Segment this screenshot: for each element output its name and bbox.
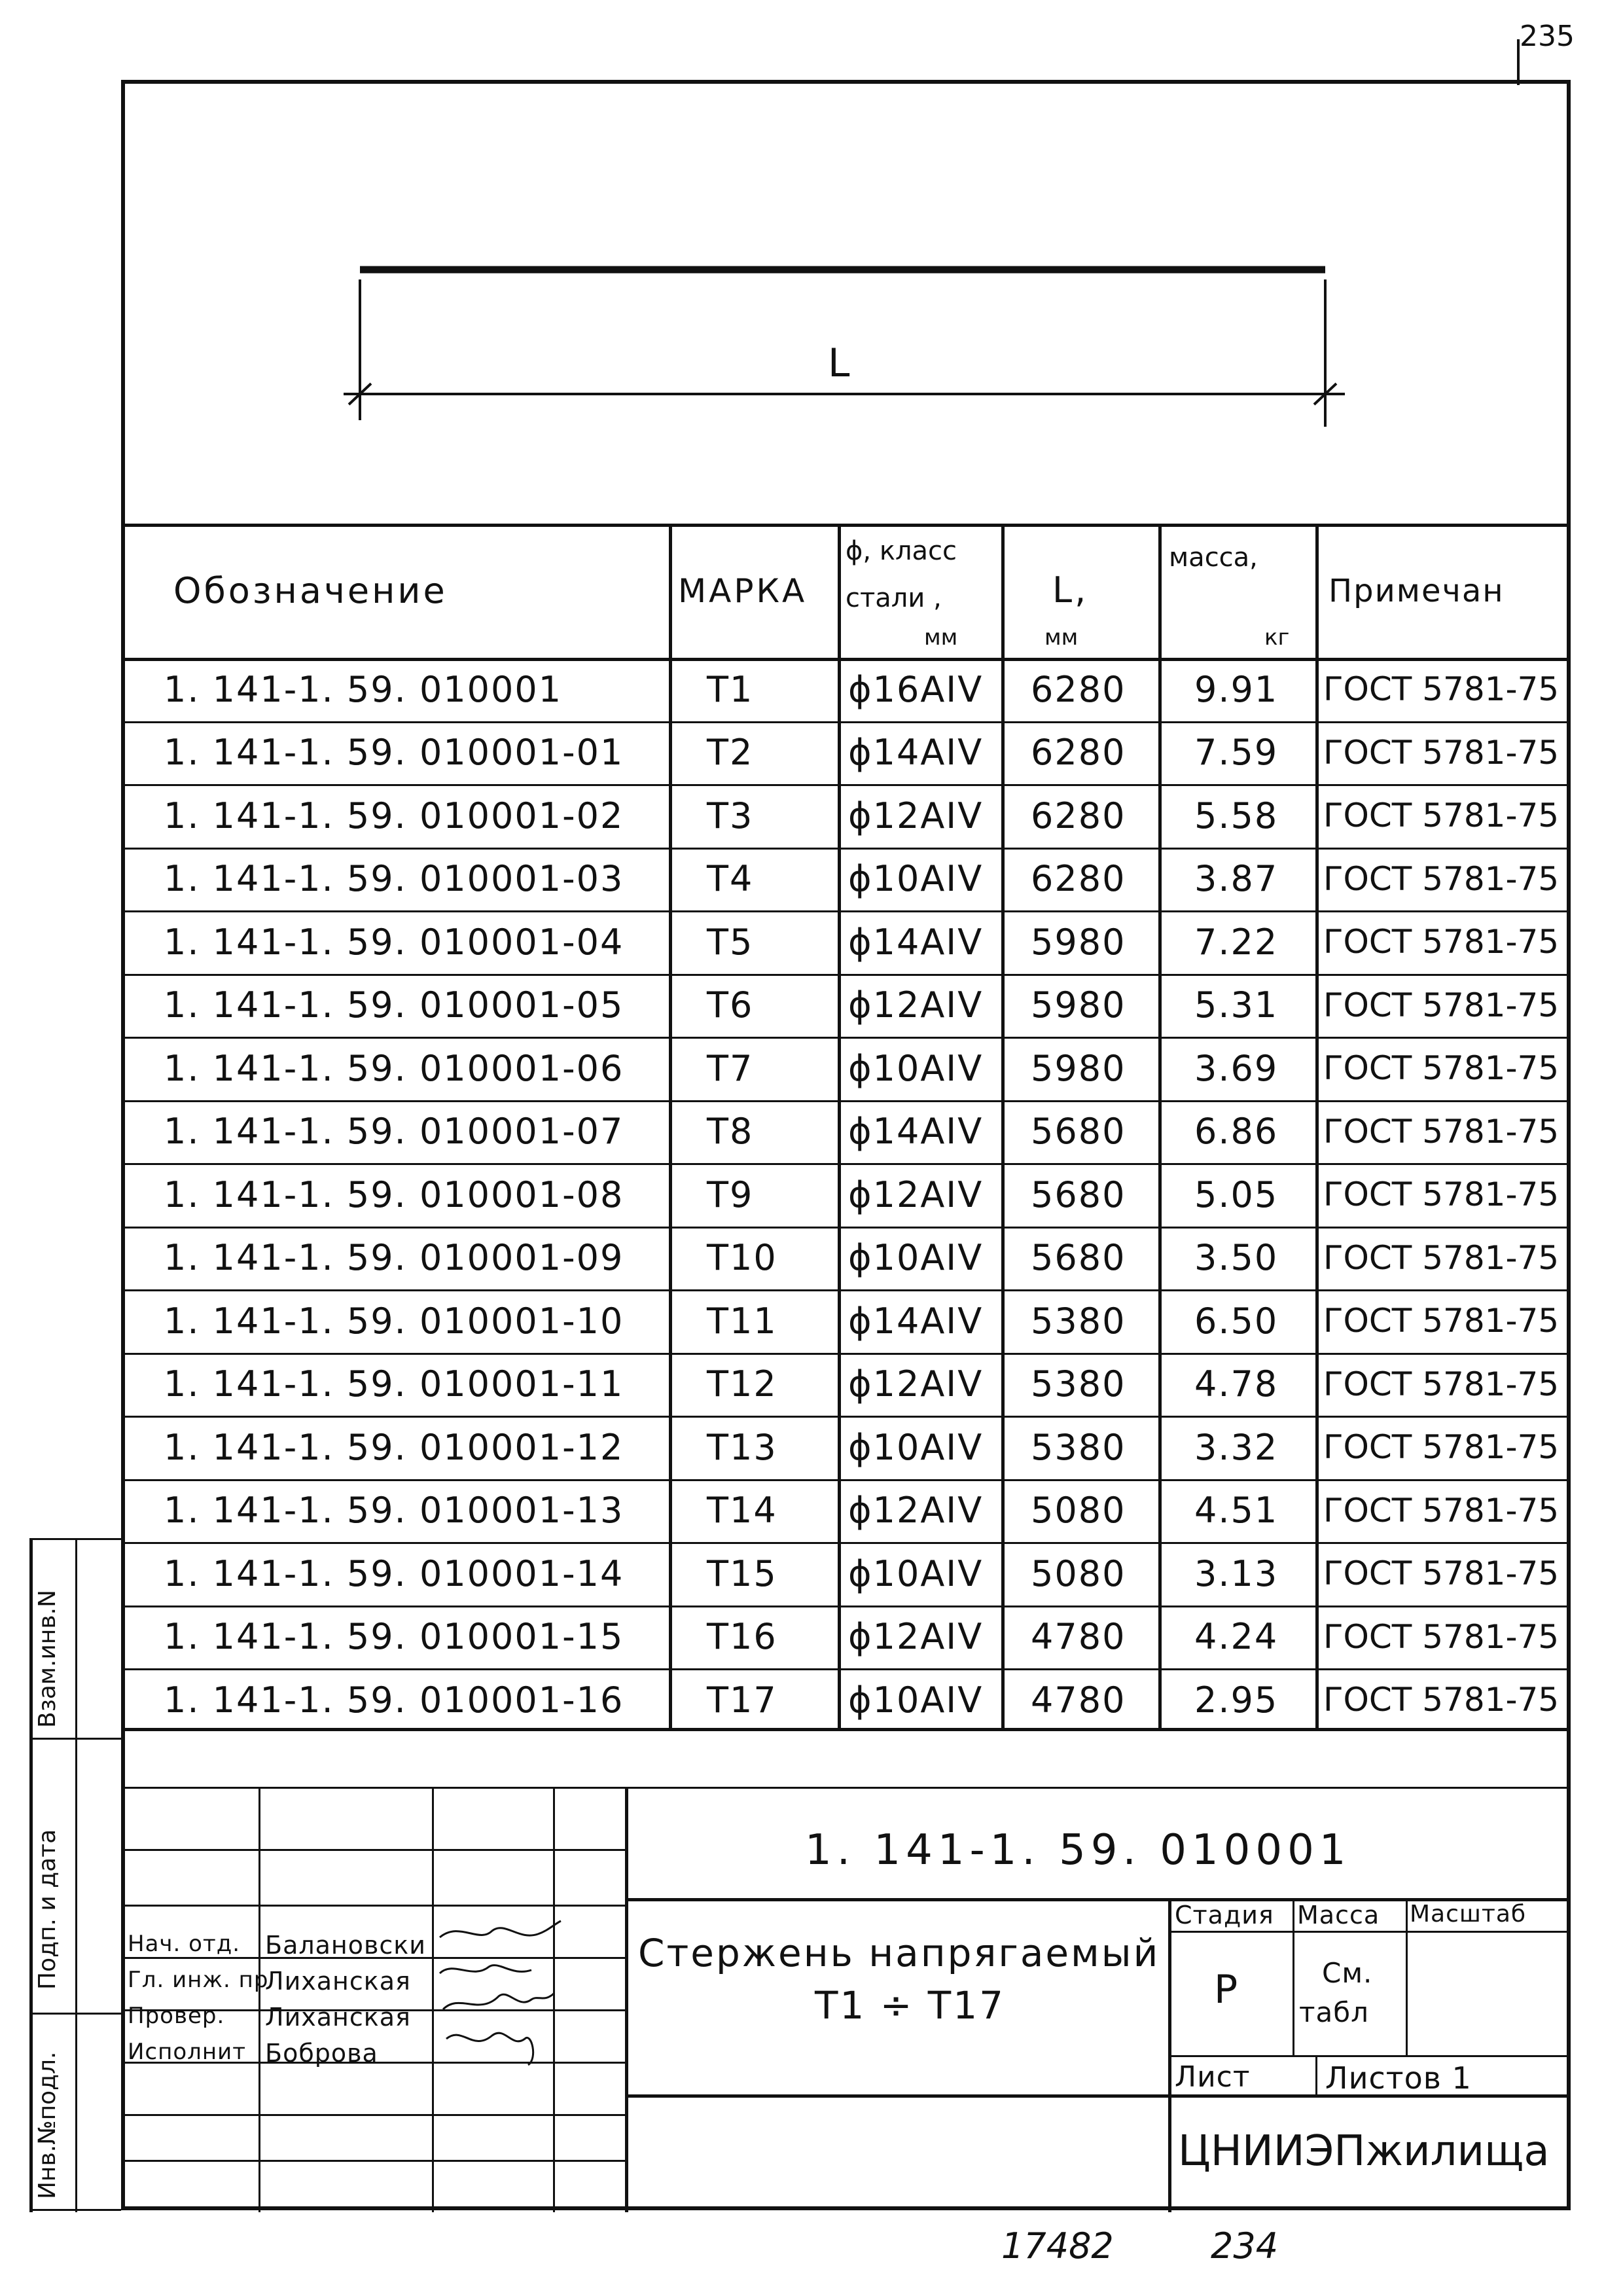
signature-name: Лиханская [265, 2003, 411, 2032]
cell-note: ГОСТ 5781-75 [1323, 733, 1560, 772]
cell-diameter: ϕ12AIV [848, 984, 984, 1026]
header-length-unit: мм [1044, 624, 1079, 651]
cell-note: ГОСТ 5781-75 [1323, 1302, 1560, 1340]
header-diameter-line2: стали , [846, 583, 942, 613]
cell-mark: Т16 [707, 1616, 777, 1658]
cell-length: 5080 [1031, 1552, 1126, 1594]
cell-mass: 4.78 [1194, 1363, 1279, 1405]
cell-mass: 7.22 [1194, 921, 1279, 963]
title-line1: Стержень напрягаемый [638, 1931, 1160, 1975]
page-number: 235 [1520, 20, 1575, 53]
sheet-label: Лист [1175, 2060, 1251, 2094]
cell-length: 5080 [1031, 1490, 1126, 1532]
cell-diameter: ϕ14AIV [848, 732, 984, 774]
side-label-inv-orig: Инв.№подл. [34, 2051, 61, 2199]
title-block-divider [625, 1787, 628, 2212]
cell-designation: 1. 141-1. 59. 010001-04 [164, 921, 624, 963]
cell-designation: 1. 141-1. 59. 010001-05 [164, 984, 624, 1026]
cell-length: 5980 [1031, 1047, 1126, 1089]
scale-label: Масштаб [1410, 1901, 1527, 1928]
cell-diameter: ϕ14AIV [848, 1300, 984, 1342]
binding-strip-bottom [29, 2209, 121, 2211]
cell-mass: 5.05 [1194, 1174, 1279, 1215]
cell-mass: 4.51 [1194, 1490, 1279, 1532]
stage-label: Стадия [1175, 1901, 1274, 1929]
mass-value-line1: См. [1322, 1957, 1373, 1989]
cell-mass: 3.13 [1194, 1552, 1279, 1594]
cell-note: ГОСТ 5781-75 [1323, 1365, 1560, 1403]
signature-squiggle [440, 1965, 531, 1973]
column-divider [669, 524, 672, 1728]
cell-mark: Т17 [707, 1679, 777, 1721]
cell-mark: Т4 [707, 858, 754, 900]
cell-mass: 5.31 [1194, 984, 1279, 1026]
cell-length: 6280 [1031, 668, 1126, 710]
cell-mass: 3.69 [1194, 1047, 1279, 1089]
bar-drawing [121, 80, 1571, 525]
cell-diameter: ϕ10AIV [848, 1047, 984, 1089]
signature-grid-line [121, 1905, 625, 1907]
cell-mark: Т12 [707, 1363, 777, 1405]
cell-diameter: ϕ14AIV [848, 1111, 984, 1153]
cell-length: 5380 [1031, 1363, 1126, 1405]
title-block-top [121, 1787, 1571, 1789]
cell-note: ГОСТ 5781-75 [1323, 1175, 1560, 1214]
cell-length: 5980 [1031, 921, 1126, 963]
signature-grid-line [121, 2114, 625, 2116]
cell-length: 6280 [1031, 795, 1126, 836]
cell-mass: 5.58 [1194, 795, 1279, 836]
cell-designation: 1. 141-1. 59. 010001-10 [164, 1300, 624, 1342]
cell-mass: 7.59 [1194, 732, 1279, 774]
organization-name: ЦНИИЭПжилища [1178, 2127, 1550, 2176]
cell-designation: 1. 141-1. 59. 010001 [164, 668, 563, 710]
cell-designation: 1. 141-1. 59. 010001-16 [164, 1679, 624, 1721]
title-line2: Т1 ÷ Т17 [815, 1983, 1006, 2028]
document-code: 1. 141-1. 59. 010001 [805, 1826, 1351, 1874]
cell-length: 4780 [1031, 1616, 1126, 1658]
cell-designation: 1. 141-1. 59. 010001-08 [164, 1174, 624, 1215]
cell-note: ГОСТ 5781-75 [1323, 1681, 1560, 1719]
cell-mass: 2.95 [1194, 1679, 1279, 1721]
column-divider [838, 524, 841, 1728]
cell-designation: 1. 141-1. 59. 010001-03 [164, 858, 624, 900]
cell-diameter: ϕ10AIV [848, 858, 984, 900]
cell-designation: 1. 141-1. 59. 010001-09 [164, 1237, 624, 1279]
cell-length: 4780 [1031, 1679, 1126, 1721]
cell-note: ГОСТ 5781-75 [1323, 986, 1560, 1024]
side-label-replace-inv: Взам.инв.N [34, 1589, 61, 1728]
signature-grid-line [121, 1849, 625, 1851]
mass-column-divider [1293, 1898, 1294, 2055]
stage-header-divider [1168, 1931, 1571, 1933]
bottom-number-right: 234 [1211, 2225, 1279, 2267]
binding-strip-divider [29, 2013, 121, 2015]
cell-diameter: ϕ12AIV [848, 1363, 984, 1405]
cell-mark: Т6 [707, 984, 754, 1026]
signature-name: Балановски [265, 1931, 426, 1960]
header-diameter-line1: ϕ, класс [846, 536, 957, 566]
cell-designation: 1. 141-1. 59. 010001-06 [164, 1047, 624, 1089]
cell-length: 5980 [1031, 984, 1126, 1026]
signature-role: Гл. инж. пр [128, 1967, 269, 1993]
signature-role: Нач. отд. [128, 1931, 241, 1957]
signature-name: Лиханская [265, 1967, 411, 1996]
cell-length: 5680 [1031, 1174, 1126, 1215]
stage-value: Р [1214, 1967, 1238, 2013]
binding-strip-divider [29, 1738, 121, 1740]
cell-designation: 1. 141-1. 59. 010001-11 [164, 1363, 624, 1405]
header-note: Примечан [1329, 572, 1505, 609]
header-designation: Обозначение [173, 570, 448, 611]
sheet-row-divider [1168, 2055, 1571, 2057]
cell-mass: 3.32 [1194, 1426, 1279, 1468]
cell-note: ГОСТ 5781-75 [1323, 859, 1560, 898]
binding-strip-inner-border [75, 1538, 77, 2212]
column-divider [1158, 524, 1162, 1728]
cell-designation: 1. 141-1. 59. 010001-07 [164, 1111, 624, 1153]
cell-note: ГОСТ 5781-75 [1323, 1617, 1560, 1656]
cell-mark: Т5 [707, 921, 754, 963]
cell-designation: 1. 141-1. 59. 010001-01 [164, 732, 624, 774]
cell-mark: Т15 [707, 1552, 777, 1594]
cell-length: 5680 [1031, 1237, 1126, 1279]
cell-note: ГОСТ 5781-75 [1323, 1112, 1560, 1151]
column-divider [1315, 524, 1319, 1728]
cell-diameter: ϕ12AIV [848, 1174, 984, 1215]
cell-designation: 1. 141-1. 59. 010001-12 [164, 1426, 624, 1468]
cell-note: ГОСТ 5781-75 [1323, 1428, 1560, 1467]
cell-note: ГОСТ 5781-75 [1323, 797, 1560, 835]
cell-mark: Т1 [707, 668, 754, 710]
header-mass: масса, [1169, 543, 1258, 573]
dimension-label: L [828, 340, 850, 386]
handwritten-signatures [433, 1918, 564, 2068]
cell-designation: 1. 141-1. 59. 010001-13 [164, 1490, 624, 1532]
signature-role: Исполнит [128, 2039, 247, 2065]
cell-mark: Т2 [707, 732, 754, 774]
cell-diameter: ϕ10AIV [848, 1552, 984, 1594]
cell-length: 5680 [1031, 1111, 1126, 1153]
cell-diameter: ϕ10AIV [848, 1679, 984, 1721]
header-mass-unit: кг [1264, 624, 1290, 651]
mass-label: Масса [1297, 1901, 1380, 1929]
cell-mass: 9.91 [1194, 668, 1279, 710]
cell-designation: 1. 141-1. 59. 010001-15 [164, 1616, 624, 1658]
cell-mark: Т14 [707, 1490, 777, 1532]
cell-mark: Т3 [707, 795, 754, 836]
cell-diameter: ϕ14AIV [848, 921, 984, 963]
cell-diameter: ϕ12AIV [848, 1616, 984, 1658]
signature-squiggle [446, 2033, 533, 2065]
cell-note: ГОСТ 5781-75 [1323, 1049, 1560, 1088]
cell-mark: Т9 [707, 1174, 754, 1215]
cell-diameter: ϕ16AIV [848, 668, 984, 710]
header-length: L, [1052, 569, 1089, 611]
cell-length: 5380 [1031, 1300, 1126, 1342]
signature-squiggle [440, 1921, 561, 1937]
cell-mass: 6.86 [1194, 1111, 1279, 1153]
header-diameter-unit: мм [924, 624, 958, 651]
cell-note: ГОСТ 5781-75 [1323, 1238, 1560, 1277]
signature-grid-line [121, 2160, 625, 2162]
signature-role: Провер. [128, 2003, 225, 2029]
cell-length: 5380 [1031, 1426, 1126, 1468]
binding-strip-top [29, 1538, 121, 1540]
sheets-label: Листов 1 [1325, 2060, 1472, 2096]
signature-squiggle [443, 1993, 554, 2009]
cell-designation: 1. 141-1. 59. 010001-14 [164, 1552, 624, 1594]
page-number-tick [1517, 39, 1520, 85]
cell-designation: 1. 141-1. 59. 010001-02 [164, 795, 624, 836]
cell-mark: Т13 [707, 1426, 777, 1468]
cell-note: ГОСТ 5781-75 [1323, 923, 1560, 961]
cell-mark: Т10 [707, 1237, 777, 1279]
header-mark: МАРКА [678, 571, 808, 610]
mass-value-line2: табл [1299, 1996, 1369, 2028]
cell-diameter: ϕ10AIV [848, 1237, 984, 1279]
bottom-number-left: 17482 [1001, 2225, 1114, 2267]
cell-diameter: ϕ12AIV [848, 1490, 984, 1532]
cell-length: 6280 [1031, 732, 1126, 774]
cell-diameter: ϕ12AIV [848, 795, 984, 836]
binding-strip-left-border [29, 1538, 33, 2212]
cell-mark: Т8 [707, 1111, 754, 1153]
cell-note: ГОСТ 5781-75 [1323, 1491, 1560, 1530]
cell-length: 6280 [1031, 858, 1126, 900]
scale-column-divider [1406, 1898, 1408, 2055]
cell-diameter: ϕ10AIV [848, 1426, 984, 1468]
column-divider [1001, 524, 1005, 1728]
cell-mark: Т7 [707, 1047, 754, 1089]
cell-mass: 4.24 [1194, 1616, 1279, 1658]
cell-mass: 6.50 [1194, 1300, 1279, 1342]
cell-mass: 3.50 [1194, 1237, 1279, 1279]
cell-note: ГОСТ 5781-75 [1323, 1554, 1560, 1593]
cell-note: ГОСТ 5781-75 [1323, 670, 1560, 709]
cell-mark: Т11 [707, 1300, 777, 1342]
side-label-sign-date: Подп. и дата [34, 1829, 61, 1990]
signature-name: Боброва [265, 2039, 378, 2068]
cell-mass: 3.87 [1194, 858, 1279, 900]
sheets-column-divider [1315, 2055, 1317, 2094]
